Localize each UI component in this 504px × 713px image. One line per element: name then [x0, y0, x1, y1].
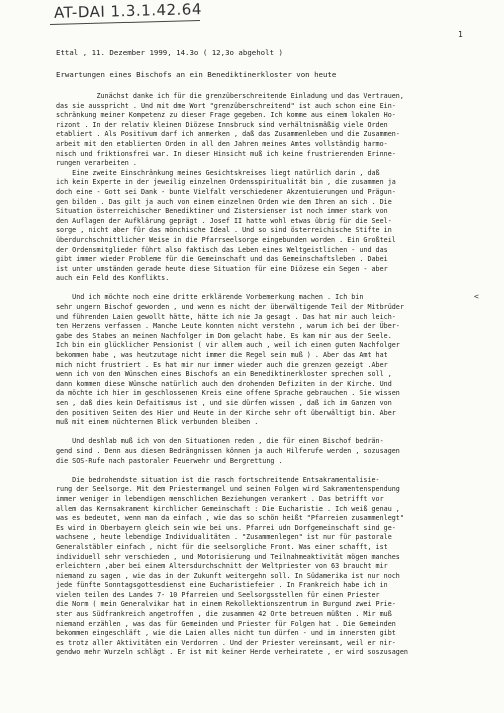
text-line: Zunächst danke ich für die grenzüberschreitende Einladung und das Vertrauen, [56, 92, 404, 100]
text-line: gibt immer wieder Probleme für die Gemeinschaft und das Gemeinschaftsleben . Dabei [56, 255, 388, 264]
text-line: Situation österreichischer Benediktiner und Zistersienser ist noch immer stark von [56, 207, 388, 216]
document-title: Erwartungen eines Bischofs an ein Benediktinerkloster von heute [56, 70, 337, 79]
text-line: den Auflagen der Aufklärung geprägt . Josef II hatte wohl etwas übrig für die Seel- [56, 216, 392, 225]
text-line: ten Herzens verfassen . Manche Leute konnten nicht verstehn , warum ich bei der Über- [56, 322, 400, 331]
text-line: Und deshlab muß ich von den Situationen reden , die für einen Bischof bedrän- [56, 437, 384, 446]
paragraph-gap [56, 466, 496, 476]
text-line: und führenden Laien gewollt hätte, hätte ich nie Ja gesagt . Das hat mir auch leich- [56, 312, 396, 321]
text-line: Eine zweite Einschränkung meines Gesichtskreises liegt natürlich darin , daß [56, 168, 380, 177]
text-line: da möchte ich hier im geschlossenen Kreis eine offene Sprache gebrauchen . Sie wissen [56, 389, 400, 398]
text-line: was es bedeutet, wenn man da einfach , wie das so schön heißt "Pfarreien zusammenlegt" [56, 514, 404, 523]
text-line: niemand erzählen , was das für Gemeinden und Priester für Folgen hat . Die Gemeinden [56, 619, 396, 628]
text-line: rizont . In der relativ kleinen Diözese Innsbruck sind verhältnismäßig viele Orden [56, 120, 388, 129]
paragraph [56, 92, 496, 284]
text-line: gen bilden . Das gilt ja auch von einem einzelnen Orden wie dem Ihren an sich . Die [56, 197, 392, 206]
text-line: die Norm ( mein Generalvikar hat in einem Rekollektionszentrum in Burgund zwei Prie- [56, 600, 396, 609]
text-line: rungen verarbeiten . [56, 159, 137, 168]
text-line: niemand zu sagen , wie das in der Zukunft weitergehn soll. In Südamerika ist nur noch [56, 571, 400, 580]
body-text [56, 92, 496, 658]
text-line: die SOS-Rufe nach pastoraler Feuerwehr und Bergrettung . [56, 456, 283, 465]
text-line: vielen teilen des Landes 7- 10 Pfarreien und Seelsorgsstellen für einen Priester [56, 590, 380, 599]
text-line: wachsene , heute lebendige Individualitäten . "Zusammenlegen" ist nur für pastorale [56, 533, 392, 542]
text-line: der Ordensmitglieder führt also faktisch das Leben eines Weltgeistlichen - und das [56, 245, 388, 254]
text-line: immer weniger in lebendigen menschlichen Beziehungen verankert . Das betrifft vor [56, 494, 384, 503]
text-line: etabliert . Als Positivum darf ich anmerken , daß das Zusammenleben und die Zusammen- [56, 130, 400, 139]
text-line: auch ein Feld des Konflikts. [56, 274, 170, 283]
text-line: individuell sehr verschieden , und Motorisierung und Teilnahmeaktivität mögen manches [56, 552, 400, 561]
text-line: bekommen eingeschläft , wie die Laien alles nicht tun dürfen - und im innersten gibt [56, 629, 396, 638]
text-line: gend sind . Denn aus diesen Bedrängnissen können ja auch Hilferufe werden , sozusagen [56, 446, 400, 455]
paragraph-gap [56, 284, 496, 294]
text-line: das sie ausspricht . Und mit dme Wort "grenzüberschreitend" ist auch schon eine Ein- [56, 101, 396, 110]
text-line: sen , daß dies kein Defaitismus ist , und sie dürfen wissen , daß ich im Ganzen von [56, 399, 392, 407]
text-line: dann kommen diese Wünsche natürlich auch den drohenden Defiziten in der Kirche. Und [56, 379, 392, 388]
text-line: muß mit einem nüchternen Blick verbunden bleiben . [56, 418, 259, 427]
text-line: arbeit mit den etablierten Orden in all den Jahren meines Amtes vollständig harmo- [56, 139, 388, 148]
text-line: ich kein Experte in der jeweilig einzelnen Ordensspiritualität bin , die zusammen ja [56, 178, 396, 187]
place-date-line: Ettal , 11. Dezember 1999, 14.3o ( 12,3o abgeholt ) [56, 48, 283, 57]
text-line: den positiven Seiten des Hier und Heute in der Kirche sehr oft überwältigt bin. Aber [56, 408, 396, 417]
text-line: sehr ungern Bischof geworden , und wenn es nicht der überwältigende Teil der Mitbrüder [56, 303, 404, 312]
text-line: Ich bin ein glücklicher Pensionist ( vir allem auch , weil ich einen guten Nachfolger [56, 341, 400, 350]
text-line: es trotz aller Aktivitäten ein Verdorren . Und der Priester vereinsamt, weil er nir- [56, 638, 396, 647]
paragraph [56, 437, 496, 466]
margin-mark: < [474, 292, 479, 301]
text-line: gendwo mehr Wurzeln schlägt . Er ist mit keiner Herde verheiratete , er wird soszusagen [56, 648, 408, 657]
text-line: Es wird in Oberbayern gleich sein wie bei uns. Pfarrei udn Dorfgemeinschaft sind ge- [56, 523, 396, 532]
text-line: nisch und friktionsfrei war. In dieser Hinsicht muß ich keine frustrierenden Erinne- [56, 149, 396, 158]
text-line: sorge , nicht aber für das mönchische Ideal . Und so sind österreichische Stifte in [56, 226, 392, 235]
paragraph-gap [56, 428, 496, 438]
text-line: wenn ich von den Wünschen eines Bischofs an ein Benediktinerkloster sprechen soll , [56, 370, 392, 379]
text-line: bekommen habe , was heutzutage nicht immer die Regel sein muß ) . Aber das Amt hat [56, 351, 388, 360]
text-line: erleichtern ,aber bei einem Altersdurchschnitt der Weltpriester von 63 braucht mir [56, 562, 388, 571]
text-line: ist unter umständen gerade heute diese Situation für eine Diözese ein Segen - aber [56, 264, 388, 273]
text-line: allem das Kernsakrament kirchlicher Gemeinschaft : Die Eucharistie . Ich weiß genau , [56, 504, 400, 513]
text-line: Und ich möchte noch eine dritte erklärende Vorbemerkung machen . Ich bin [56, 293, 364, 302]
text-line: schränkung meiner Kompetenz zu dieser Frage gegeben. Ich komme aus einem lokalen Ho- [56, 111, 396, 120]
text-line: doch eine - Gott sei Dank - bunte Vielfalt verschiedener Akzentuierungen und Prägun- [56, 187, 396, 196]
text-line: jede fünfte Sonntagsgottesdienst eine Eucharistiefeier . In Frankreich habe ich in [56, 581, 388, 590]
text-line: Die bedrohendste situation ist die rasch fortschreitende Entsakramentalisie- [56, 475, 380, 484]
text-line: überdurchschnittlicher Weise in die Pfarrseelsorge eingebunden worden . Ein Großteil [56, 235, 396, 244]
text-line: Generalstäbler einfach , nicht für die seelsorgliche Front. Was einer schafft, ist [56, 542, 388, 551]
archive-stamp: AT-DAI 1.3.1.42.64 [53, 0, 203, 22]
text-line: rung der Seelsorge. Mit dem Priestermangel und seinen Folgen wird Sakramentenspendung [56, 485, 400, 494]
text-line: gabe des Stabes an meinen Nachfolger im Dom gelacht habe. Es kam mir aus der Seele. [56, 331, 392, 340]
paragraph [56, 293, 496, 427]
paragraph [56, 476, 496, 658]
text-line: ster aus Südfrankreich angetroffen , die zusammen 42 Orte betreuen müßten . Mir muß [56, 610, 392, 619]
page-number: 1 [458, 30, 463, 39]
text-line: mich nicht frustriert . Es hat mir nur immer wieder auch die grenzen gezeigt .Aber [56, 360, 388, 369]
